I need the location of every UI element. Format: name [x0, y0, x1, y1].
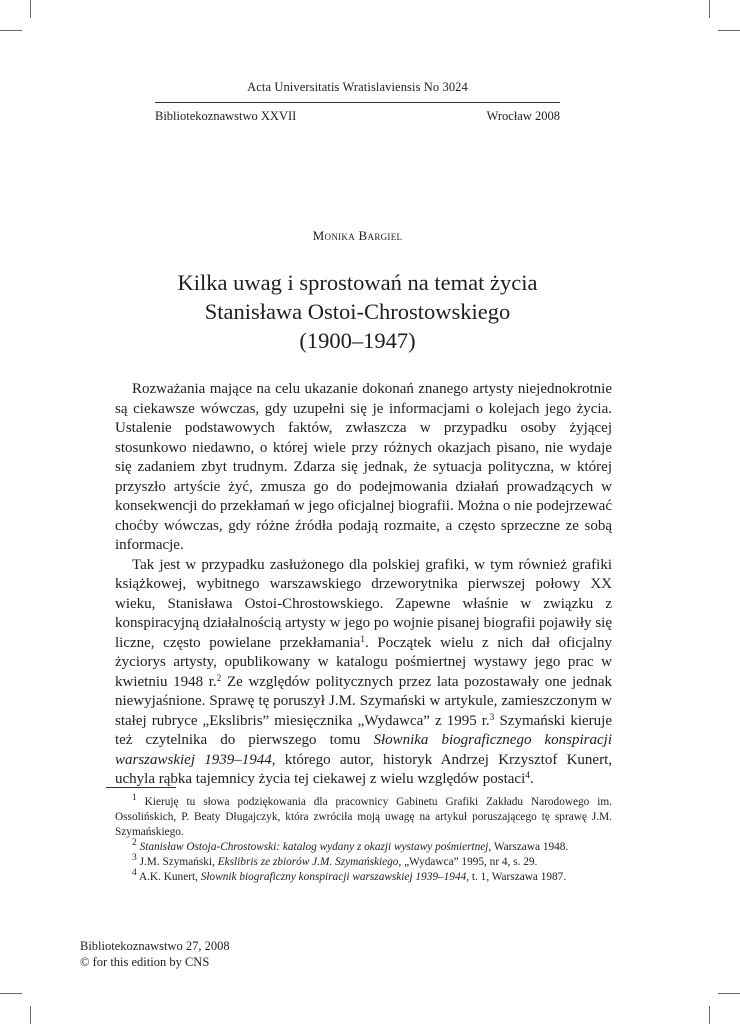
footnote-text: J.M. Szymański, — [136, 856, 218, 868]
paragraph-2 — [115, 556, 612, 790]
footnote-text: Kieruję tu słowa podziękowania dla pracownicy Gabinetu Grafiki Zakładu Narodowego im. Ossolińskich, P. Beaty Długajczyk, która zwróciła moją uwagę na artykuł poruszającego tę sprawę J.M. Szymańskiego. — [115, 796, 612, 838]
crop-mark — [709, 0, 710, 18]
text-run: Tak jest w przypadku zasłużonego dla polskiej grafiki, w tym również grafiki książkowej, wybitnego warszawskiego drzeworytnika pierwszej połowy XX wieku, Stanisława Ostoi-Chrostowskiego. Zapewne właśnie w związku z konspiracyjną działalnością artysty w jego po wojnie pisanej biografii pojawiły się liczne, często powielane przekłamania — [115, 556, 612, 651]
crop-mark — [0, 30, 22, 31]
text-run: , którego autor, historyk Andrzej Krzysztof Kunert, uchyla rąbka tajemnicy życia tej ciekawej z wielu względów postaci — [115, 751, 612, 787]
crop-mark — [0, 993, 22, 994]
crop-mark — [30, 0, 31, 18]
copyright-line: © for this edition by CNS — [80, 955, 210, 969]
footnote-ref-2[interactable]: 2 — [216, 673, 222, 684]
footnote-number: 2 — [132, 838, 137, 848]
title-line: Kilka uwag i sprostowań na temat życia — [177, 270, 538, 295]
crop-mark — [30, 1006, 31, 1024]
text-run: . — [530, 771, 534, 787]
footnote-text: A.K. Kunert, — [136, 871, 201, 883]
footnote-ref-3[interactable]: 3 — [489, 712, 495, 723]
journal-title: Acta Universitatis Wratislaviensis No 3024 — [247, 80, 468, 94]
footnote-number: 4 — [132, 868, 137, 878]
text-run: Szymański kieruje też czytelnika do pierwszego tomu — [115, 712, 612, 748]
article-title — [110, 268, 605, 355]
cited-title: Stanisław Ostoja-Chrostowski: katalog wydany z okazji wystawy pośmiertnej — [139, 841, 489, 853]
title-line: Stanisława Ostoi-Chrostowskiego — [204, 299, 511, 324]
footnote-number: 3 — [132, 853, 137, 863]
crop-mark — [718, 993, 740, 994]
header-rule — [155, 102, 560, 103]
footnote-rule — [106, 787, 176, 788]
series-label: Bibliotekoznawstwo XXVII — [155, 109, 297, 123]
footnote-text: , Warszawa 1948. — [488, 841, 569, 853]
footnote-2 — [115, 840, 612, 855]
crop-mark — [709, 1006, 710, 1024]
copyright-block — [80, 938, 230, 970]
cited-title: Słownika biograficznego konspiracji warszawskiej 1939–1944 — [115, 732, 612, 768]
text-run: . Początek wielu z nich dał oficjalny życiorys artysty, opublikowany w katalogu pośmiertnej wystawy jego prac w kwietniu 1948 r. — [115, 634, 612, 690]
footnote-ref-1[interactable]: 1 — [360, 634, 366, 645]
footnote-1 — [115, 795, 612, 840]
title-line: (1900–1947) — [299, 328, 416, 353]
body-text — [115, 380, 612, 790]
cited-title: Słownik biograficzny konspiracji warszawskiej 1939–1944 — [200, 871, 467, 883]
paragraph-1: Rozważania mające na celu ukazanie dokonań znanego artysty niejednokrotnie są ciekawsze wówczas, gdy uzupełni się je informacjami o kolejach jego życia. Ustalenie podstawowych faktów, zwłaszcza w przypadku osoby żyjącej stosunkowo niedawno, o której wiele przy różnych okazjach pisano, nie wydaje się zadaniem zbyt trudnym. Zdarza się jednak, że sytuacja polityczna, w której przyszło artyście żyć, zmusza go do podejmowania działań prowadzących w konsekwencji do przekłamań w jego oficjalnej biografii. Można o nie podejrzewać choćby wówczas, gdy różne źródła podają rozmaite, a często sprzeczne ze sobą informacje. — [115, 381, 612, 553]
footnote-text: , „Wydawca” 1995, nr 4, s. 29. — [398, 856, 538, 868]
footnote-ref-4[interactable]: 4 — [525, 771, 530, 781]
crop-mark — [718, 30, 740, 31]
author-name: Monika Bargiel — [312, 228, 403, 243]
place-year: Wrocław 2008 — [486, 109, 560, 123]
text-run: Ze względów politycznych przez lata pozostawały one jednak niewyjaśnione. Sprawę tę poruszył J.M. Szymański w artykule, zamieszczonym w stałej rubryce „Ekslibris” miesięcznika „Wydawca” z 1995 r. — [115, 673, 612, 729]
footnote-4 — [115, 870, 612, 885]
footnote-text: , t. 1, Warszawa 1987. — [466, 871, 567, 883]
footnote-number: 1 — [132, 793, 137, 803]
publication-line: Bibliotekoznawstwo 27, 2008 — [80, 939, 230, 953]
cited-title: Ekslibris ze zbiorów J.M. Szymańskiego — [217, 856, 399, 868]
footnotes — [115, 795, 612, 885]
footnote-3 — [115, 855, 612, 870]
